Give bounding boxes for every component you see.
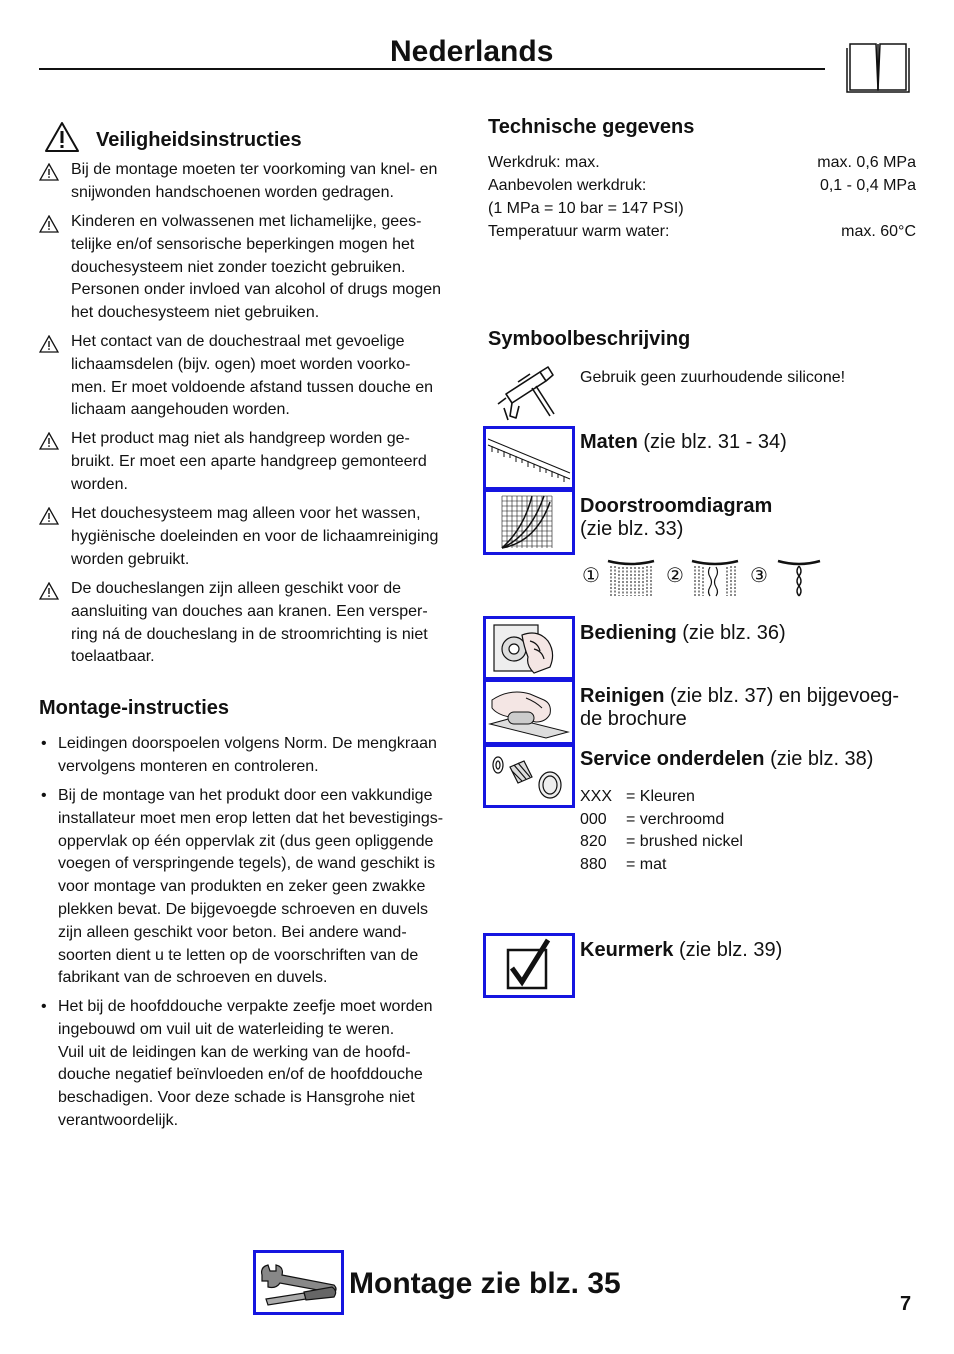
color-code-row: XXX = Kleuren (580, 788, 695, 805)
page-number: 7 (900, 1293, 912, 1315)
warning-icon (39, 507, 59, 525)
warning-icon (39, 432, 59, 450)
certification-label: Keurmerk (zie blz. 39) (580, 939, 783, 961)
spare-parts-icon (486, 747, 572, 805)
dimensions-symbol-box (483, 426, 575, 490)
hand-valve-icon (486, 619, 572, 677)
warning-icon (39, 215, 59, 233)
tools-symbol-box (253, 1250, 344, 1315)
warning-icon (39, 163, 59, 181)
flow-diagram-icon (486, 492, 572, 552)
ruler-icon (486, 429, 572, 487)
flow-diagram-label: Doorstroomdiagram (zie blz. 33) (580, 495, 773, 540)
spec-row: Werkdruk: max. max. 0,6 MPa (488, 154, 916, 171)
tech-title: Technische gegevens (488, 116, 695, 138)
assembly-reference: Montage zie blz. 35 (349, 1267, 621, 1300)
certification-symbol-box (483, 933, 575, 998)
spray-mixed-icon (690, 558, 740, 598)
header-rule (39, 68, 825, 70)
spec-row: (1 MPa = 10 bar = 147 PSI) (488, 200, 684, 217)
checkmark-icon (486, 936, 572, 995)
spray-number-2: ② (666, 565, 684, 587)
spare-parts-symbol-box (483, 744, 575, 808)
montage-title: Montage-instructies (39, 697, 230, 719)
cleaning-label: Reinigen (zie blz. 37) en bijgevoeg- de brochure (580, 685, 900, 730)
warning-icon (44, 121, 80, 153)
dimensions-label: Maten (zie blz. 31 - 34) (580, 431, 787, 453)
operation-symbol-box (483, 616, 575, 680)
spec-row: Aanbevolen werkdruk: 0,1 - 0,4 MPa (488, 177, 916, 194)
spray-number-3: ③ (750, 565, 768, 587)
book-icon (845, 42, 911, 96)
operation-label: Bediening (zie blz. 36) (580, 622, 786, 644)
spray-rain-icon (606, 558, 656, 598)
warning-icon (39, 582, 59, 600)
safety-title: Veiligheidsinstructies (96, 129, 302, 151)
symbols-title: Symboolbeschrijving (488, 328, 691, 350)
color-code-row: 820 = brushed nickel (580, 833, 743, 850)
color-code-row: 000 = verchroomd (580, 811, 725, 828)
cleaning-hand-icon (486, 682, 572, 742)
color-code-row: 880 = mat (580, 856, 667, 873)
spare-parts-label: Service onderdelen (zie blz. 38) (580, 748, 874, 770)
silicone-note: Gebruik geen zuurhoudende silicone! (580, 369, 846, 386)
page-title: Nederlands (390, 35, 554, 68)
cleaning-symbol-box (483, 679, 575, 745)
spray-number-1: ① (582, 565, 600, 587)
warning-icon (39, 335, 59, 353)
spray-massage-icon (776, 558, 822, 598)
silicone-gun-icon (496, 364, 558, 422)
flow-diagram-symbol-box (483, 489, 575, 555)
wrench-screwdriver-icon (256, 1253, 341, 1312)
spec-row: Temperatuur warm water: max. 60°C (488, 223, 916, 240)
